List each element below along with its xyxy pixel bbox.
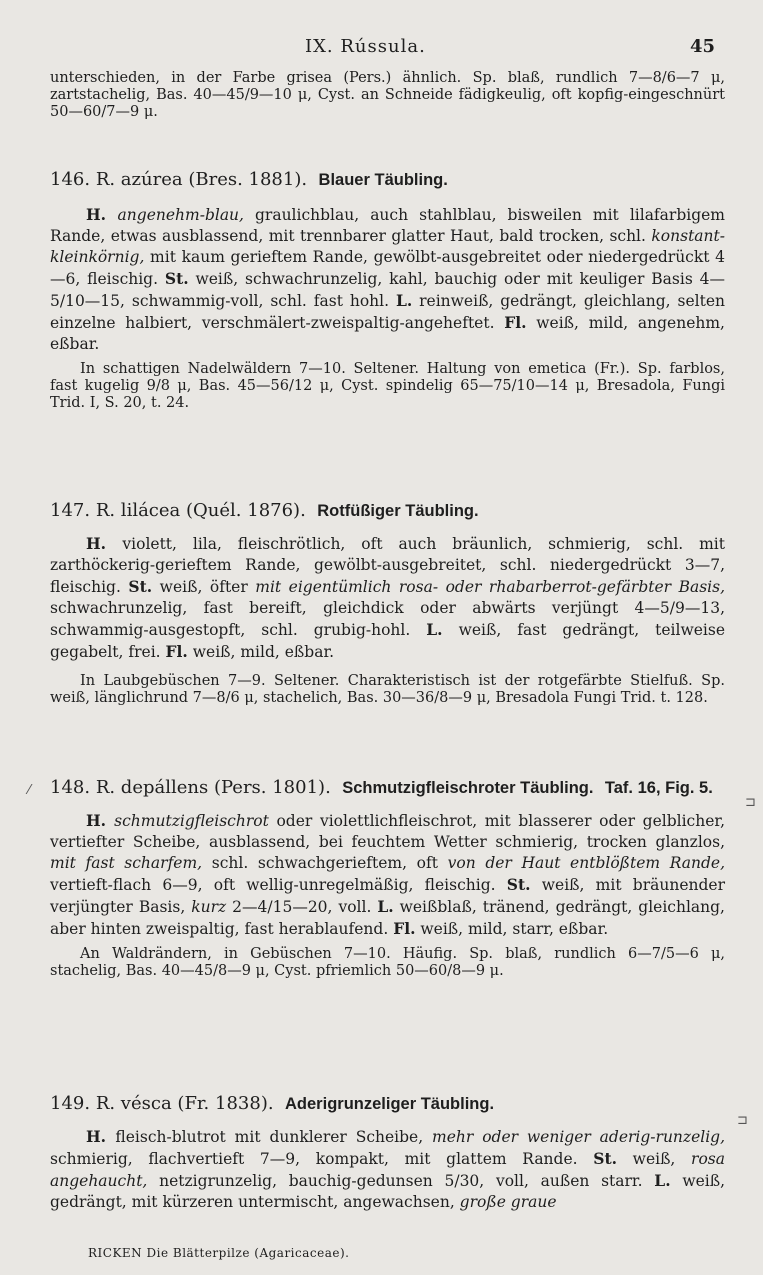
margin-tick: ⁄	[28, 783, 31, 798]
german-name: Aderigrunzeliger Täubling.	[285, 1095, 495, 1113]
description-text: schmierig, flachvertieft 7—9, kompakt, mit glattem Rande.	[50, 1150, 594, 1168]
description-text: schl. schwachgerieftem, oft	[202, 854, 448, 872]
running-title: IX. Rússula.	[305, 36, 426, 57]
latin-name: R. vésca	[95, 1093, 172, 1114]
description-text: vertieft-flach 6—9, oft wellig-unregelmäßig, fleischig.	[50, 876, 507, 894]
description-text: weiß, mit bräunender verjüngter Basis,	[50, 876, 725, 916]
section-label: Fl.	[393, 919, 416, 938]
description-text: reinweiß, gedrängt, gleichlang, selten einzelne halbiert, verschmälert-zweispaltig-angeheftet.	[50, 292, 725, 332]
author-citation: (Fr. 1838).	[177, 1093, 274, 1114]
entry-number: 147.	[50, 500, 91, 521]
author-citation: (Pers. 1801).	[213, 777, 331, 798]
section-label: H.	[86, 534, 123, 553]
entry-number: 148.	[50, 777, 91, 798]
emphasis-text: angenehm-blau,	[117, 206, 244, 224]
german-name: Rotfüßiger Täubling.	[317, 502, 479, 520]
latin-name: R. lilácea	[95, 500, 181, 521]
description-text: oder violettlichfleischrot, mit blasserer oder gelblicher, vertiefter Scheibe, ausblassend, bei feuchtem Wetter schmierig, trocken glanzlos,	[50, 812, 726, 851]
plate-reference: Taf. 16, Fig. 5.	[604, 779, 713, 797]
latin-name: R. azúrea	[95, 169, 183, 190]
section-label: Fl.	[504, 313, 527, 332]
section-label: St.	[593, 1149, 617, 1168]
description-text: violett, lila, fleischrötlich, oft auch bräunlich, schmierig, schl. mit zarthöckerig-gerieftem Rande, gewölbt-ausgebreitet, schl. niedergedrückt 3—7, fleischig.	[50, 535, 725, 596]
description-text: weiß, schwachrunzelig, kahl, bauchig oder mit keuliger Basis 4—5/10—15, schwammig-voll, schl. fast hohl.	[50, 270, 725, 310]
emphasis-text: kurz	[191, 898, 227, 916]
description-text: weiß, fast gedrängt, teilweise gegabelt, frei.	[50, 621, 725, 661]
entry-147	[50, 499, 725, 707]
author-citation: (Quél. 1876).	[186, 500, 306, 521]
entry-149	[50, 1092, 725, 1213]
author-citation: (Bres. 1881).	[188, 169, 308, 190]
section-label: St.	[506, 875, 531, 894]
entry-number: 149.	[50, 1093, 91, 1114]
section-label: H.	[86, 811, 115, 830]
entry-number: 146.	[50, 169, 91, 190]
emphasis-text: mit fast scharfem,	[50, 854, 203, 872]
entry-note: An Waldrändern, in Gebüschen 7—10. Häufig. Sp. blaß, rundlich 6—7/5—6 μ, stachelig, Bas. 40—45/8—9 μ, Cyst. pfriemlich 50—60/8—9 μ.	[50, 946, 725, 979]
entry-description	[50, 1126, 725, 1213]
description-text: mit kaum gerieftem Rande, gewölbt-ausgebreitet oder niedergedrückt 4—6, fleischig.	[50, 248, 725, 288]
page-footer: RICKEN Die Blätterpilze (Agaricaceae).	[88, 1246, 350, 1260]
description-text: weißblaß, tränend, gedrängt, gleichlang, aber hinten zweispaltig, fast herablaufend.	[50, 898, 725, 938]
margin-bracket: ⊐	[745, 795, 756, 810]
emphasis-text: schmutzigfleischrot	[114, 812, 269, 830]
section-label: L.	[377, 897, 394, 916]
entry-description	[50, 533, 725, 663]
section-label: H.	[86, 205, 118, 224]
intro-text: unterschieden, in der Farbe grisea (Pers.) ähnlich. Sp. blaß, rundlich 7—8/6—7 μ, zartstachelig, Bas. 40—45/9—10 μ, Cyst. an Schneide fädigkeulig, oft kopfig-eingeschnürt 50—60/7—9 μ.	[50, 70, 725, 120]
emphasis-text: mit eigentümlich rosa- oder rhabarberrot-gefärbter Basis,	[255, 578, 726, 596]
description-text: schwachrunzelig, fast bereift, gleichdick oder abwärts verjüngt 4—5/9—13, schwammig-ausgestopft, schl. grubig-hohl.	[50, 599, 725, 639]
description-text: graulichblau, auch stahlblau, bisweilen mit lilafarbigem Rande, etwas ausblassend, mit trennbarer glatter Haut, bald trocken, schl.	[50, 206, 725, 245]
entry-note: In Laubgebüschen 7—9. Seltener. Charakteristisch ist der rotgefärbte Stielfuß. Sp. weiß, länglichrund 7—8/6 μ, stachelich, Bas. 30—36/8—9 μ, Bresadola Fungi Trid. t. 128.	[50, 673, 725, 706]
german-name: Schmutzigfleischroter Täubling.	[342, 779, 594, 797]
intro-paragraph	[50, 70, 725, 121]
description-text: weiß, öfter	[152, 578, 256, 596]
section-label: St.	[164, 269, 189, 288]
entry-title	[50, 499, 725, 523]
description-text: weiß, gedrängt, mit kürzeren untermischt, angewachsen,	[50, 1172, 726, 1211]
description-text: weiß, mild, starr, eßbar.	[415, 920, 609, 938]
description-text: fleisch-blutrot mit dunklerer Scheibe,	[115, 1128, 433, 1146]
entry-description	[50, 204, 725, 355]
entry-146	[50, 168, 725, 412]
entry-148	[50, 776, 725, 980]
entry-title	[50, 1092, 725, 1116]
latin-name: R. depállens	[95, 777, 209, 798]
entry-description	[50, 810, 725, 940]
emphasis-text: große graue	[459, 1193, 557, 1211]
page-header	[0, 32, 763, 62]
section-label: L.	[395, 291, 413, 310]
section-label: L.	[654, 1171, 671, 1190]
description-text: weiß,	[617, 1150, 692, 1168]
german-name: Blauer Täubling.	[318, 171, 448, 189]
emphasis-text: mehr oder weniger aderig-runzelig,	[432, 1128, 726, 1146]
emphasis-text: rosa angehaucht,	[50, 1150, 725, 1190]
section-label: H.	[86, 1127, 116, 1146]
description-text: weiß, mild, angenehm, eßbar.	[50, 314, 725, 353]
description-text: netzigrunzelig, bauchig-gedunsen 5/30, voll, außen starr.	[147, 1172, 655, 1190]
margin-bracket: ⊐	[737, 1113, 748, 1128]
section-label: Fl.	[165, 642, 188, 661]
section-label: St.	[128, 577, 153, 596]
description-text: 2—4/15—20, voll.	[226, 898, 378, 916]
description-text: weiß, mild, eßbar.	[187, 643, 335, 661]
entry-title	[50, 168, 725, 192]
emphasis-text: von der Haut entblößtem Rande,	[447, 854, 726, 872]
page-number: 45	[690, 36, 716, 57]
entry-title	[50, 776, 725, 800]
emphasis-text: konstant-kleinkörnig,	[50, 227, 725, 266]
section-label: L.	[426, 620, 443, 639]
entry-note: In schattigen Nadelwäldern 7—10. Seltener. Haltung von emetica (Fr.). Sp. farblos, fast kugelig 9/8 μ, Bas. 45—56/12 μ, Cyst. spindelig 65—75/10—14 μ, Bresadola, Fungi Trid. I, S. 20, t. 24.	[50, 361, 725, 411]
